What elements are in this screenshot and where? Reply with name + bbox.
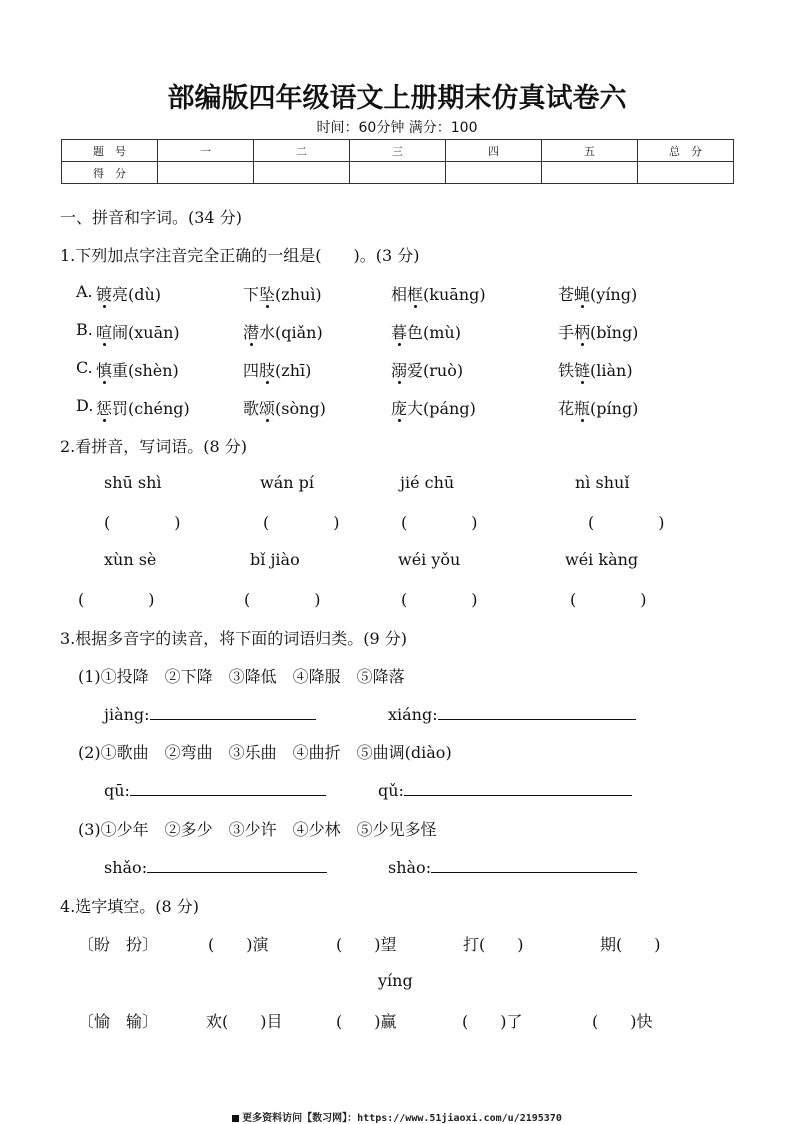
answer-blank[interactable]: ( ) bbox=[401, 590, 478, 609]
option-item: 暮色(mù) bbox=[391, 323, 461, 342]
option-item: 慎重(shèn) bbox=[96, 361, 179, 380]
option-item: 溺爱(ruò) bbox=[391, 361, 464, 380]
question-2-stem: 2.看拼音，写词语。(8 分) bbox=[60, 437, 248, 456]
score-table-score-row bbox=[62, 162, 734, 184]
score-input-cell[interactable] bbox=[446, 162, 542, 184]
score-cell: 总 分 bbox=[638, 140, 734, 162]
reading-label: shào: bbox=[388, 858, 637, 877]
fill-item[interactable]: ( )了 bbox=[462, 1012, 523, 1031]
footer-link[interactable]: 更多资料访问【数习网】：https://www.51jiaoxi.com/u/2195370 bbox=[0, 1109, 794, 1124]
pinyin-prompt: nì shuǐ bbox=[575, 473, 630, 492]
score-input-cell[interactable] bbox=[158, 162, 254, 184]
answer-line[interactable] bbox=[147, 858, 327, 873]
option-item: 庞大(páng) bbox=[391, 399, 476, 418]
reading-label: shǎo: bbox=[104, 858, 327, 877]
option-label: D. bbox=[76, 396, 94, 415]
option-item: 潜水(qiǎn) bbox=[243, 323, 323, 342]
fill-item[interactable]: 打( ) bbox=[463, 935, 524, 954]
answer-line[interactable] bbox=[431, 858, 637, 873]
score-input-cell[interactable] bbox=[542, 162, 638, 184]
option-label: C. bbox=[76, 358, 93, 377]
score-cell: 题 号 bbox=[62, 140, 158, 162]
pinyin-prompt: wéi yǒu bbox=[398, 550, 461, 569]
word-group: (3)①少年 ②多少 ③少许 ④少林 ⑤少见多怪 bbox=[78, 820, 437, 839]
score-cell: 三 bbox=[350, 140, 446, 162]
option-item: 铁链(liàn) bbox=[558, 361, 633, 380]
fill-item[interactable]: 欢( )目 bbox=[206, 1012, 283, 1031]
pinyin-prompt: bǐ jiào bbox=[250, 550, 300, 569]
answer-blank[interactable]: ( ) bbox=[588, 513, 665, 532]
option-item: 镀亮(dù) bbox=[96, 285, 162, 304]
question-1-stem: 1.下列加点字注音完全正确的一组是( )。(3 分) bbox=[60, 246, 420, 265]
answer-line[interactable] bbox=[130, 781, 326, 796]
reading-label: qū: bbox=[104, 781, 326, 800]
score-input-cell[interactable] bbox=[638, 162, 734, 184]
pinyin-prompt: shū shì bbox=[104, 473, 162, 492]
word-group: (1)①投降 ②下降 ③降低 ④降服 ⑤降落 bbox=[78, 667, 405, 686]
option-label: A. bbox=[76, 282, 93, 301]
exam-meta: 时间：60分钟 满分：100 bbox=[316, 120, 478, 136]
answer-line[interactable] bbox=[150, 705, 316, 720]
answer-blank[interactable]: ( ) bbox=[401, 513, 478, 532]
option-item: 下坠(zhuì) bbox=[243, 285, 322, 304]
answer-blank[interactable]: ( ) bbox=[78, 590, 155, 609]
reading-label: jiàng: bbox=[104, 705, 316, 724]
score-input-cell[interactable] bbox=[254, 162, 350, 184]
fill-item[interactable]: ( )赢 bbox=[336, 1012, 397, 1031]
option-item: 花瓶(píng) bbox=[558, 399, 639, 418]
answer-blank[interactable]: ( ) bbox=[570, 590, 647, 609]
answer-line[interactable] bbox=[438, 705, 636, 720]
score-cell: 一 bbox=[158, 140, 254, 162]
pinyin-prompt: jié chū bbox=[400, 473, 455, 492]
flag-icon bbox=[232, 1115, 239, 1122]
option-label: B. bbox=[76, 320, 93, 339]
fill-item[interactable]: ( )快 bbox=[592, 1012, 653, 1031]
question-4-stem: 4.选字填空。(8 分) bbox=[60, 897, 200, 916]
option-item: 歌颂(sòng) bbox=[243, 399, 326, 418]
score-cell: 得 分 bbox=[62, 162, 158, 184]
score-input-cell[interactable] bbox=[350, 162, 446, 184]
score-table-header-row bbox=[62, 140, 734, 162]
answer-blank[interactable]: ( ) bbox=[263, 513, 340, 532]
option-item: 相框(kuāng) bbox=[391, 285, 486, 304]
fill-item[interactable]: ( )演 bbox=[208, 935, 269, 954]
char-choice: 〔愉 输〕 bbox=[78, 1012, 159, 1031]
option-item: 四肢(zhī) bbox=[243, 361, 312, 380]
pinyin-prompt: wéi kàng bbox=[565, 550, 639, 569]
pinyin-prompt: wán pí bbox=[260, 473, 314, 492]
answer-line[interactable] bbox=[404, 781, 632, 796]
score-cell: 四 bbox=[446, 140, 542, 162]
question-3-stem: 3.根据多音字的读音，将下面的词语归类。(9 分) bbox=[60, 629, 408, 648]
reading-label: xiáng: bbox=[388, 705, 636, 724]
char-choice: 〔盼 扮〕 bbox=[78, 935, 159, 954]
answer-blank[interactable]: ( ) bbox=[244, 590, 321, 609]
option-item: 喧闹(xuān) bbox=[96, 323, 180, 342]
answer-blank[interactable]: ( ) bbox=[104, 513, 181, 532]
score-cell: 二 bbox=[254, 140, 350, 162]
reading-label: qǔ: bbox=[378, 781, 632, 800]
option-item: 手柄(bǐng) bbox=[558, 323, 639, 342]
pinyin-hint: yíng bbox=[378, 971, 413, 990]
word-group: (2)①歌曲 ②弯曲 ③乐曲 ④曲折 ⑤曲调(diào) bbox=[78, 743, 452, 762]
section-heading: 一、拼音和字词。(34 分) bbox=[60, 208, 242, 227]
page-title: 部编版四年级语文上册期末仿真试卷六 bbox=[167, 83, 627, 114]
score-table bbox=[61, 139, 734, 184]
option-item: 苍蝇(yíng) bbox=[558, 285, 638, 304]
fill-item[interactable]: ( )望 bbox=[336, 935, 397, 954]
pinyin-prompt: xùn sè bbox=[104, 550, 157, 569]
option-item: 惩罚(chéng) bbox=[96, 399, 190, 418]
fill-item[interactable]: 期( ) bbox=[600, 935, 661, 954]
score-cell: 五 bbox=[542, 140, 638, 162]
